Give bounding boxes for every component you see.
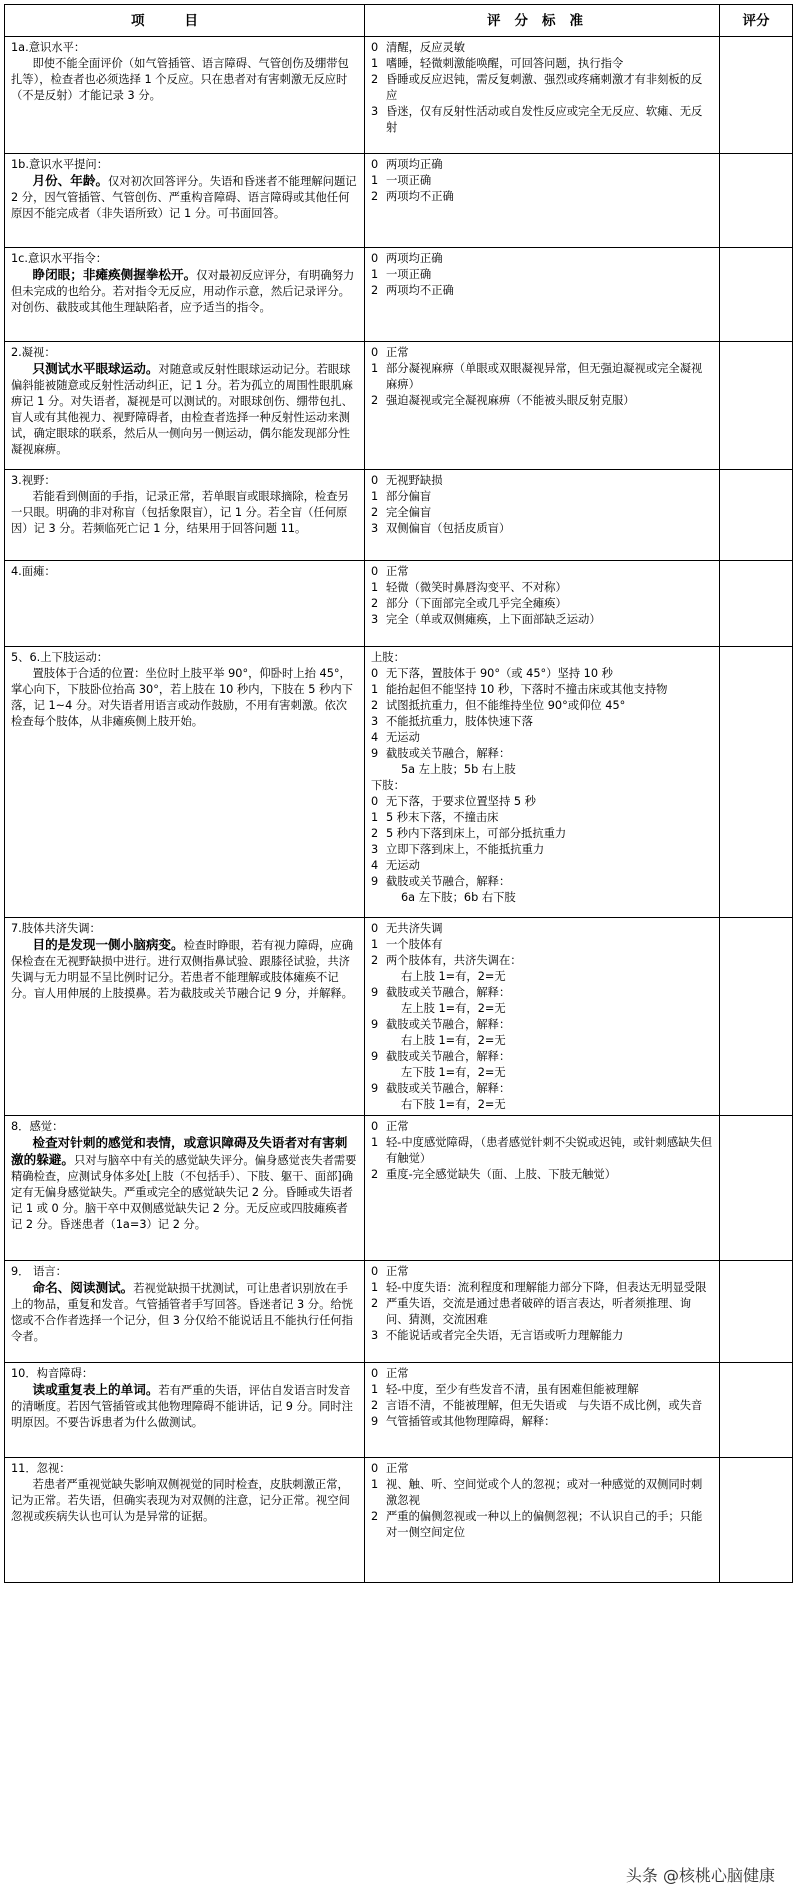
item-title: 10．构音障碍： [11,1367,94,1380]
standard-score-value: 0 [371,795,379,808]
standard-option [371,1328,713,1344]
standard-description: 部分（下面部完全或几乎完全瘫痪） [386,597,567,610]
standard-description: 截肢或关节融合，解释： [386,986,511,999]
standard-subline: 右上肢 1=有，2=无 [401,970,506,983]
standard-score-value: 9 [371,747,379,760]
score-cell[interactable] [720,1363,793,1458]
standard-score-value: 9 [371,1018,379,1031]
table-row [5,1363,793,1458]
standard-subline: 右下肢 1=有，2=无 [401,1098,506,1111]
standard-description: 完全偏盲 [386,506,432,519]
item-text: 检查时睁眼，若有视力障碍，应确保检查在无视野缺损中进行。进行双侧指鼻试验、跟膝径试验，共济失调与无力明显不呈比例时记分。若患者不能理解或肢体瘫痪不记分。盲人用伸展的上肢摸鼻。若为截肢或关节融合记 9 分，并解释。 [11,939,354,1000]
standard-description: 截肢或关节融合，解释： [386,1018,511,1031]
table-row [5,248,793,342]
standard-description: 言语不清，不能被理解，但无失语或 与失语不成比例，或失音 [386,1399,703,1412]
standard-option [371,361,713,393]
standard-option [371,937,713,953]
item-cell [5,37,365,154]
item-cell [5,918,365,1116]
item-text: 仅对初次回答评分。失语和昏迷者不能理解问题记 2 分，因气管插管、气管创伤、严重构音障碍、语言障碍或其他任何原因不能完成者（非失语所致）记 1 分。可书面回答。 [11,175,357,220]
item-emphasis: 目的是发现一侧小脑病变。 [32,937,184,952]
standard-description: 一项正确 [386,174,432,187]
standard-cell [365,1261,720,1363]
standard-group-heading: 上肢： [371,651,405,664]
standard-option [371,794,713,810]
standard-score-value: 1 [371,57,379,70]
standard-option [371,56,713,72]
standard-description: 昏迷，仅有反射性活动或自发性反应或完全无反应、软瘫、无反射 [386,105,703,134]
standard-option [371,1280,713,1296]
standard-description: 一个肢体有 [386,938,443,951]
item-cell [5,1363,365,1458]
item-description [11,173,358,222]
standard-description: 正常 [386,1120,409,1133]
standard-option [371,842,713,858]
standard-option [371,714,713,730]
standard-description: 完全（单或双侧瘫痪，上下面部缺乏运动） [386,613,601,626]
standard-score-value: 2 [371,73,379,86]
standard-score-value: 9 [371,1415,379,1428]
item-title: 1c.意识水平指令： [11,252,108,265]
standard-description: 两个肢体有，共济失调在： [386,954,522,967]
score-cell[interactable] [720,37,793,154]
standard-cell [365,37,720,154]
standard-score-value: 1 [371,938,379,951]
standard-score-value: 1 [371,268,379,281]
standard-option [371,473,713,489]
item-emphasis: 月份、年龄。 [32,173,109,188]
standard-description: 视、触、听、空间觉或个人的忽视；或对一种感觉的双侧同时刺激忽视 [386,1478,703,1507]
header-standard: 评分标准 [365,5,720,37]
item-emphasis: 睁闭眼；非瘫痪侧握拳松开。 [32,267,197,282]
standard-option [371,874,713,890]
standard-option [371,173,713,189]
standard-description: 气管插管或其他物理障碍，解释： [386,1415,556,1428]
standard-score-value: 4 [371,731,379,744]
standard-score-value: 1 [371,490,379,503]
standard-cell [365,1363,720,1458]
item-description [11,1280,358,1345]
standard-description: 嗜睡，轻微刺激能唤醒，可回答问题，执行指令 [386,57,624,70]
standard-option [371,1049,713,1065]
standard-score-value: 2 [371,1168,379,1181]
standard-score-value: 0 [371,922,379,935]
item-title: 7.肢体共济失调： [11,922,101,935]
item-cell [5,470,365,561]
item-description [11,489,358,537]
standard-description: 正常 [386,1265,409,1278]
header-item: 项目 [5,5,365,37]
standard-description: 两项均正确 [386,252,443,265]
standard-option [371,1509,713,1541]
item-title: 8．感觉： [11,1120,64,1133]
standard-option [371,810,713,826]
item-description [11,56,358,104]
standard-cell [365,470,720,561]
score-cell[interactable] [720,342,793,470]
table-row [5,342,793,470]
standard-description: 无视野缺损 [386,474,443,487]
item-emphasis: 读或重复表上的单词。 [32,1382,159,1397]
standard-description: 截肢或关节融合，解释： [386,875,511,888]
standard-score-value: 1 [371,1281,379,1294]
standard-description: 轻-中度感觉障碍，（患者感觉针刺不尖锐或迟钝，或针刺感缺失但有触觉） [386,1136,713,1165]
standard-option [371,283,713,299]
standard-description: 无运动 [386,731,420,744]
standard-description: 两项均不正确 [386,284,454,297]
standard-score-value: 0 [371,346,379,359]
standard-cell [365,342,720,470]
standard-score-value: 3 [371,613,379,626]
item-cell [5,154,365,248]
item-title: 2.凝视： [11,346,56,359]
standard-description: 严重失语，交流是通过患者破碎的语言表达，听者须推理、询问、猜测，交流困难 [386,1297,692,1326]
standard-option [371,1264,713,1280]
standard-option [371,698,713,714]
standard-score-value: 0 [371,41,379,54]
standard-cell [365,1116,720,1261]
table-row [5,154,793,248]
standard-score-value: 0 [371,565,379,578]
standard-description: 正常 [386,1367,409,1380]
standard-description: 两项均正确 [386,158,443,171]
standard-description: 轻-中度，至少有些发音不清，虽有困难但能被理解 [386,1383,639,1396]
standard-description: 轻-中度失语：流利程度和理解能力部分下降，但表达无明显受限 [386,1281,707,1294]
standard-description: 能抬起但不能坚持 10 秒，下落时不撞击床或其他支持物 [386,683,668,696]
standard-description: 立即下落到床上，不能抵抗重力 [386,843,545,856]
item-title: 1b.意识水平提问： [11,158,109,171]
standard-option [371,505,713,521]
standard-subline: 左下肢 1=有，2=无 [401,1066,506,1079]
standard-score-value: 1 [371,1136,379,1149]
item-text: 若患者严重视觉缺失影响双侧视觉的同时检查，皮肤刺激正常，记为正常。若失语，但确实表现为对双侧的注意，记分正常。视空间忽视或疾病失认也可认为是异常的证据。 [11,1478,350,1523]
item-cell [5,561,365,647]
standard-description: 5 秒内下落到床上，可部分抵抗重力 [386,827,567,840]
score-cell[interactable] [720,918,793,1116]
standard-score-value: 0 [371,1462,379,1475]
item-text: 若能看到侧面的手指，记录正常，若单眼盲或眼球摘除，检查另一只眼。明确的非对称盲（包括象限盲），记 1 分。若全盲（任何原因）记 3 分。若频临死亡记 1 分，结果用于回答问题 11。 [11,490,349,535]
standard-option [371,1366,713,1382]
standard-cell [365,154,720,248]
table-row [5,470,793,561]
standard-option [371,1119,713,1135]
item-text: 对随意或反射性眼球运动记分。若眼球偏斜能被随意或反射性活动纠正，记 1 分。若为孤立的周围性眼肌麻痹记 1 分。对失语者，凝视是可以测试的。对眼球创伤、绷带包扎、盲人或有其他视力、视野障碍者，由检查者选择一种反射性运动来测试，确定眼球的联系，然后从一侧向另一侧运动，偶尔能发现部分性凝视麻痹。 [11,363,353,456]
item-title: 1a.意识水平： [11,41,86,54]
standard-score-value: 2 [371,1510,379,1523]
standard-score-value: 3 [371,843,379,856]
standard-description: 双侧偏盲（包括皮质盲） [386,522,511,535]
standard-option [371,612,713,628]
standard-option [371,564,713,580]
standard-description: 5 秒末下落，不撞击床 [386,811,499,824]
standard-option [371,1382,713,1398]
standard-score-value: 9 [371,1050,379,1063]
standard-score-value: 1 [371,683,379,696]
standard-score-value: 0 [371,1367,379,1380]
score-cell[interactable] [720,1261,793,1363]
standard-score-value: 2 [371,190,379,203]
standard-score-value: 9 [371,875,379,888]
standard-score-value: 2 [371,597,379,610]
score-cell[interactable] [720,1116,793,1261]
item-title: 3.视野： [11,474,56,487]
standard-score-value: 0 [371,252,379,265]
standard-option [371,251,713,267]
standard-option [371,953,713,969]
standard-description: 不能说话或者完全失语，无言语或听力理解能力 [386,1329,624,1342]
standard-description: 无下落，置肢体于 90°（或 45°）坚持 10 秒 [386,667,613,680]
standard-option [371,1017,713,1033]
standard-description: 截肢或关节融合，解释： [386,1082,511,1095]
standard-option [371,1398,713,1414]
standard-description: 无下落，于要求位置坚持 5 秒 [386,795,536,808]
standard-cell [365,248,720,342]
item-text: 置肢体于合适的位置：坐位时上肢平举 90°，仰卧时上抬 45°，掌心向下，下肢卧位抬高 30°，若上肢在 10 秒内，下肢在 5 秒内下落，记 1~4 分。对失语者用语言或动作鼓励，不用有害刺激。依次检查每个肢体，从非瘫痪侧上肢开始。 [11,667,353,728]
standard-option [371,826,713,842]
standard-score-value: 2 [371,394,379,407]
item-cell [5,1458,365,1583]
standard-option [371,1135,713,1167]
item-description [11,361,358,458]
item-cell [5,342,365,470]
item-description [11,1382,358,1431]
standard-description: 正常 [386,1462,409,1475]
item-title: 11．忽视： [11,1462,71,1475]
standard-score-value: 1 [371,1383,379,1396]
standard-option [371,580,713,596]
standard-option [371,1461,713,1477]
standard-score-value: 2 [371,827,379,840]
standard-option [371,1167,713,1183]
standard-option [371,730,713,746]
standard-option [371,858,713,874]
standard-score-value: 9 [371,1082,379,1095]
standard-option [371,189,713,205]
item-description [11,1135,358,1233]
standard-score-value: 9 [371,986,379,999]
standard-group-heading: 下肢： [371,779,405,792]
item-cell [5,248,365,342]
standard-option [371,921,713,937]
standard-score-value: 1 [371,581,379,594]
item-title: 5、6.上下肢运动： [11,651,109,664]
standard-subline: 6a 左下肢；6b 右下肢 [401,891,516,904]
table-row [5,647,793,918]
score-cell[interactable] [720,1458,793,1583]
standard-description: 不能抵抗重力，肢体快速下落 [386,715,533,728]
standard-score-value: 1 [371,362,379,375]
standard-score-value: 2 [371,699,379,712]
item-title: 4.面瘫： [11,565,56,578]
item-title: 9． 语言： [11,1265,67,1278]
standard-description: 部分偏盲 [386,490,432,503]
item-text: 仅对最初反应评分，有明确努力但未完成的也给分。若对指令无反应，用动作示意，然后记录评分。对创伤、截肢或其他生理缺陷者，应予适当的指令。 [11,269,355,314]
standard-score-value: 0 [371,667,379,680]
item-description [11,937,358,1002]
standard-score-value: 2 [371,1399,379,1412]
standard-option [371,1414,713,1430]
standard-score-value: 2 [371,954,379,967]
table-row [5,918,793,1116]
standard-description: 无运动 [386,859,420,872]
standard-score-value: 3 [371,1329,379,1342]
standard-option [371,1081,713,1097]
table-row [5,1458,793,1583]
standard-description: 截肢或关节融合，解释： [386,747,511,760]
standard-score-value: 1 [371,1478,379,1491]
standard-option [371,1477,713,1509]
table-row [5,1261,793,1363]
standard-score-value: 3 [371,522,379,535]
standard-score-value: 0 [371,1265,379,1278]
standard-score-value: 2 [371,506,379,519]
standard-option [371,746,713,762]
standard-option [371,985,713,1001]
standard-cell [365,1458,720,1583]
standard-description: 两项均不正确 [386,190,454,203]
score-cell[interactable] [720,647,793,918]
standard-option [371,157,713,173]
item-text: 若视觉缺损干扰测试，可让患者识别放在手上的物品，重复和发音。气管插管者手写回答。昏迷者记 3 分。给恍惚或不合作者选择一个记分，但 3 分仅给不能说话且不能执行任何指令者。 [11,1282,353,1343]
standard-subline: 5a 左上肢；5b 右上肢 [401,763,516,776]
score-cell[interactable] [720,561,793,647]
standard-score-value: 3 [371,715,379,728]
standard-score-value: 2 [371,1297,379,1310]
score-cell[interactable] [720,248,793,342]
standard-score-value: 2 [371,284,379,297]
standard-score-value: 0 [371,158,379,171]
item-emphasis: 检查对针刺的感觉和表情，或意识障碍及失语者对有害刺激的躲避。 [11,1135,348,1167]
standard-option [371,489,713,505]
standard-score-value: 3 [371,105,379,118]
standard-description: 正常 [386,346,409,359]
standard-cell [365,918,720,1116]
item-text: 即使不能全面评价（如气管插管、语言障碍、气管创伤及绷带包扎等），检查者也必须选择 1 个反应。只在患者对有害刺激无反应时（不是反射）才能记录 3 分。 [11,57,349,102]
standard-description: 重度-完全感觉缺失（面、上肢、下肢无触觉） [386,1168,617,1181]
item-emphasis: 命名、阅读测试。 [32,1280,134,1295]
standard-option [371,596,713,612]
standard-score-value: 1 [371,174,379,187]
table-row [5,37,793,154]
standard-option [371,104,713,136]
item-emphasis: 只测试水平眼球运动。 [32,361,159,376]
standard-description: 轻微（微笑时鼻唇沟变平、不对称） [386,581,567,594]
standard-description: 严重的偏侧忽视或一种以上的偏侧忽视；不认识自己的手；只能对一侧空间定位 [386,1510,703,1539]
item-description [11,1477,358,1525]
standard-option [371,267,713,283]
standard-option [371,393,713,409]
standard-description: 无共济失调 [386,922,443,935]
item-cell [5,1116,365,1261]
table-row [5,561,793,647]
standard-subline: 右上肢 1=有，2=无 [401,1034,506,1047]
item-text: 若有严重的失语，评估自发语言时发音的清晰度。若因气管插管或其他物理障碍不能讲话，记 9 分。同时注明原因。不要告诉患者为什么做测试。 [11,1384,353,1429]
standard-option [371,72,713,104]
standard-description: 部分凝视麻痹（单眼或双眼凝视异常，但无强迫凝视或完全凝视麻痹） [386,362,703,391]
standard-description: 清醒，反应灵敏 [386,41,466,54]
standard-option [371,1296,713,1328]
standard-option [371,345,713,361]
standard-description: 正常 [386,565,409,578]
item-text: 只对与脑卒中有关的感觉缺失评分。偏身感觉丧失者需要精确检查，应测试身体多处[上肢（不包括手）、下肢、躯干、面部]确定有无偏身感觉缺失。严重或完全的感觉缺失记 2 分。昏睡或失语者记 1 或 0 分。脑干卒中双侧感觉缺失记 2 分。无反应或四肢瘫痪者记 2 分。昏迷患者（1a=3）记 2 分。 [11,1154,357,1231]
standard-cell [365,561,720,647]
standard-score-value: 0 [371,474,379,487]
standard-description: 试图抵抗重力，但不能维持坐位 90°或仰位 45° [386,699,626,712]
standard-subline: 左上肢 1=有，2=无 [401,1002,506,1015]
standard-option [371,666,713,682]
score-cell[interactable] [720,154,793,248]
standard-score-value: 4 [371,859,379,872]
standard-description: 昏睡或反应迟钝，需反复刺激、强烈或疼痛刺激才有非刻板的反应 [386,73,703,102]
standard-option [371,682,713,698]
header-row [5,5,793,37]
watermark: 头条 @核桃心脑健康 [625,1866,775,1885]
item-cell [5,1261,365,1363]
standard-description: 一项正确 [386,268,432,281]
standard-score-value: 1 [371,811,379,824]
header-score: 评分 [720,5,793,37]
item-description [11,267,358,316]
standard-description: 截肢或关节融合，解释： [386,1050,511,1063]
standard-score-value: 0 [371,1120,379,1133]
standard-description: 强迫凝视或完全凝视麻痹（不能被头眼反射克服） [386,394,635,407]
table-row [5,1116,793,1261]
score-cell[interactable] [720,470,793,561]
standard-cell [365,647,720,918]
standard-option [371,40,713,56]
standard-option [371,521,713,537]
nihss-table [4,4,793,1583]
item-description [11,666,358,730]
item-cell [5,647,365,918]
